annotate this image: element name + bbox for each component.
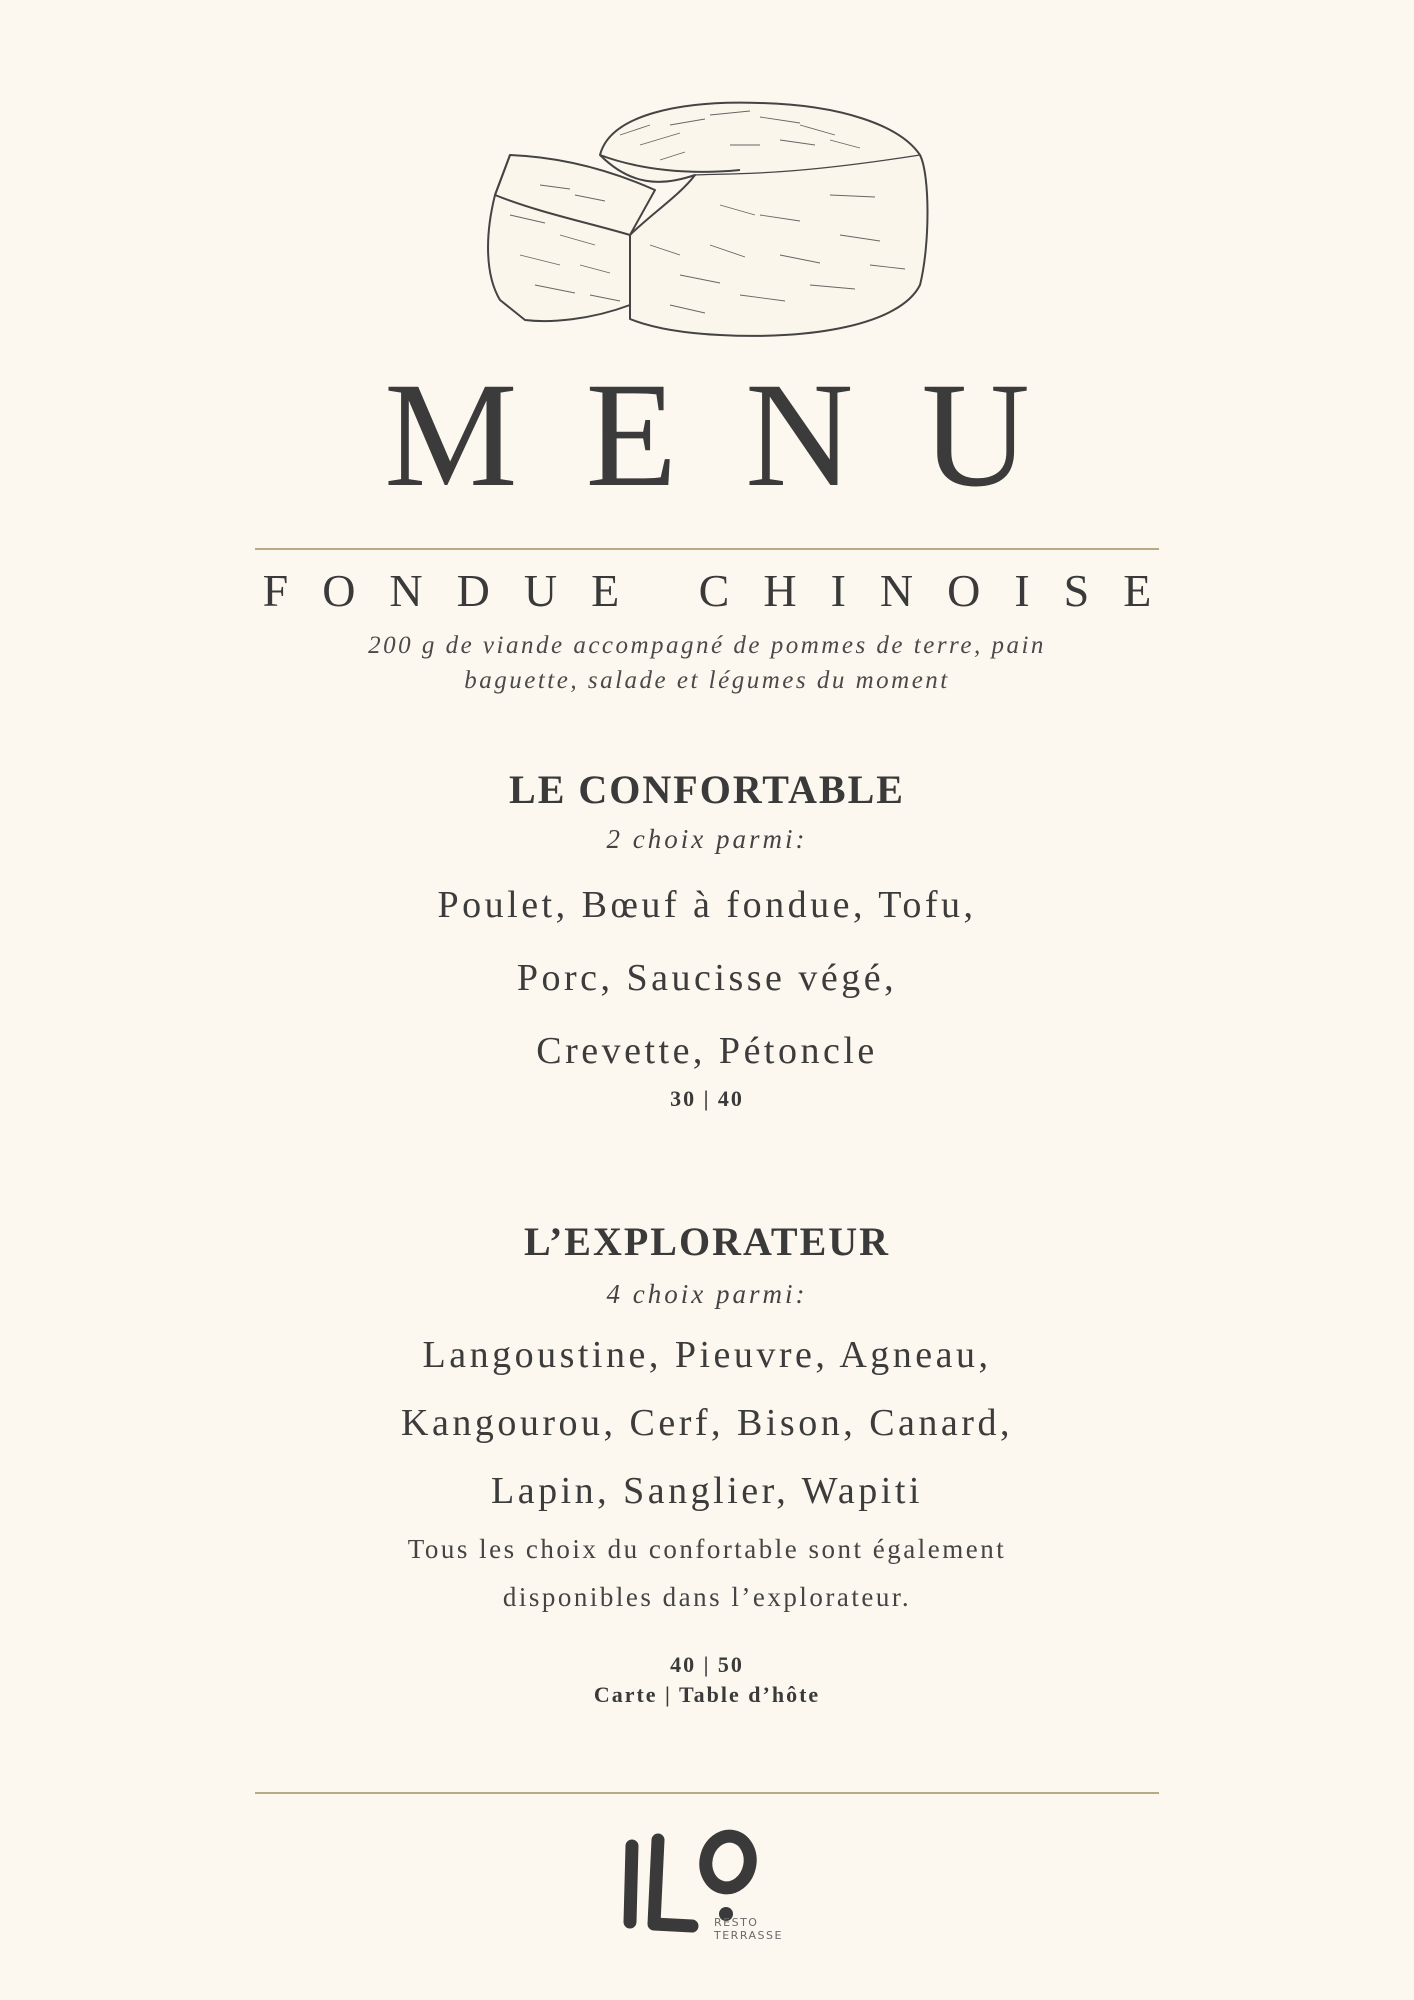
dish-description	[0, 628, 1414, 698]
explorateur-price-label: Carte | Table d’hôte	[593, 1682, 821, 1707]
top-divider	[255, 548, 1159, 550]
dish-description-line1: 200 g de viande accompagné de pommes de terre, pain	[368, 632, 1046, 659]
confortable-subtitle: 2 choix parmi:	[606, 824, 808, 854]
logo-sub-line1: RESTO	[714, 1916, 759, 1929]
cheese-illustration	[480, 95, 940, 345]
bottom-divider	[255, 1792, 1159, 1794]
ilo-logo	[614, 1814, 814, 1944]
explorateur-price: 40 | 50	[670, 1652, 744, 1677]
explorateur-item-line: Lapin, Sanglier, Wapiti	[491, 1470, 923, 1512]
confortable-price: 30 | 40	[670, 1086, 744, 1111]
confortable-item-line: Crevette, Pétoncle	[536, 1030, 878, 1072]
explorateur-note-line1: Tous les choix du confortable sont également	[407, 1534, 1007, 1564]
confortable-item-line: Porc, Saucisse végé,	[516, 957, 898, 999]
explorateur-item-line: Langoustine, Pieuvre, Agneau,	[422, 1334, 992, 1376]
dish-name: FONDUE CHINOISE	[262, 565, 1186, 616]
explorateur-subtitle: 4 choix parmi:	[606, 1279, 808, 1309]
confortable-item-line: Poulet, Bœuf à fondue, Tofu,	[437, 884, 977, 926]
explorateur-title: L’EXPLORATEUR	[523, 1219, 891, 1264]
menu-title: MENU	[384, 352, 1098, 518]
dish-description-line2: baguette, salade et légumes du moment	[464, 667, 950, 694]
confortable-title: LE CONFORTABLE	[509, 767, 905, 812]
explorateur-note-line2: disponibles dans l’explorateur.	[502, 1582, 912, 1612]
explorateur-item-line: Kangourou, Cerf, Bison, Canard,	[401, 1402, 1013, 1444]
logo-sub-line2: TERRASSE	[714, 1929, 783, 1942]
